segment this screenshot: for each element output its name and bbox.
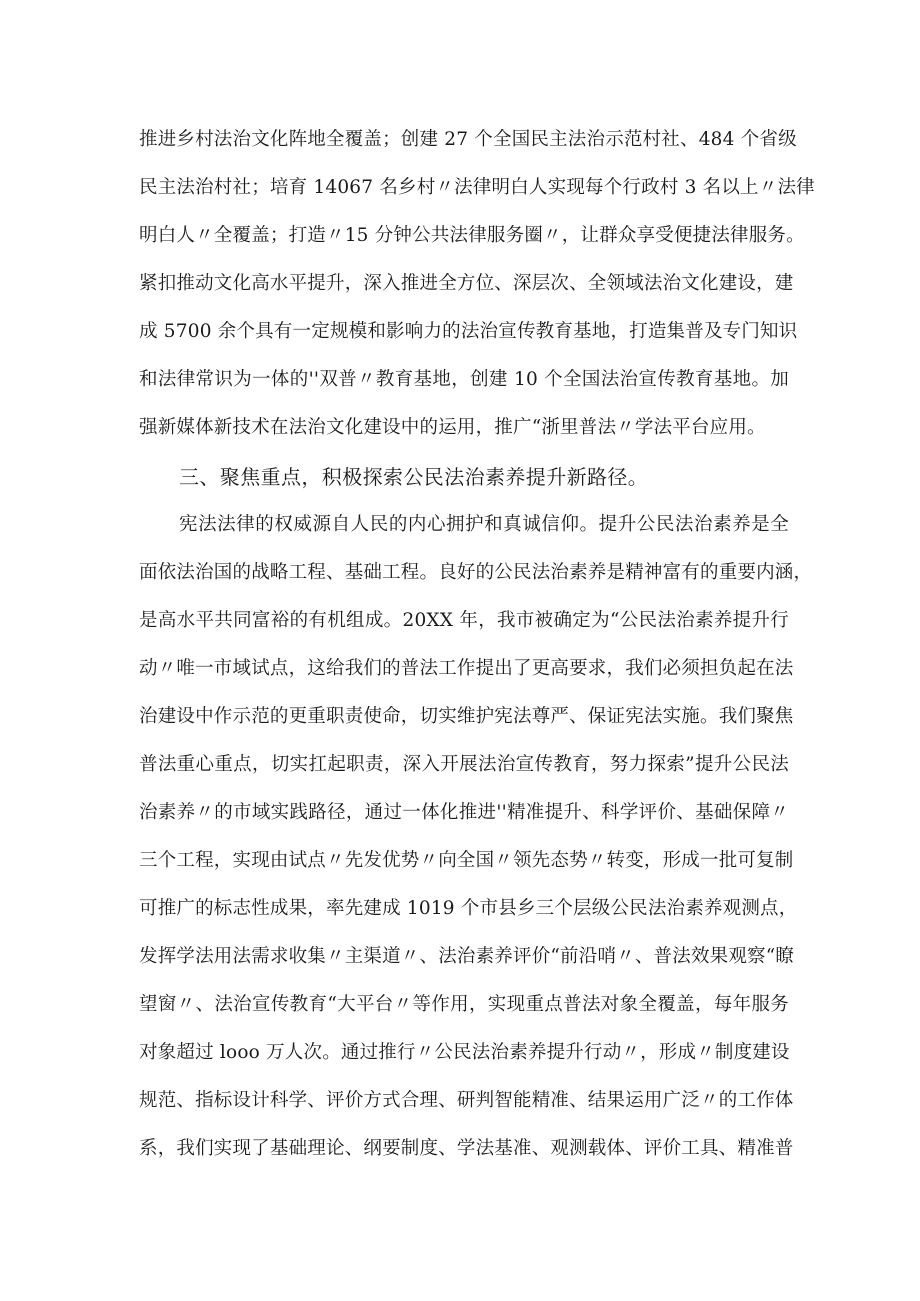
paragraph-line: 治建设中作示范的更重职责使命，切实维护宪法尊严、保证宪法实施。我们聚焦 (139, 706, 794, 727)
paragraph-line: 宪法法律的权威源自人民的内心拥护和真诚信仰。提升公民法治素养是全 (179, 514, 789, 535)
paragraph-line: 对象超过 looo 万人次。通过推行〃公民法治素养提升行动〃，形成〃制度建设 (139, 1042, 790, 1063)
paragraph-1 (139, 116, 815, 452)
section-heading (139, 453, 789, 501)
paragraph-line: 系，我们实现了基础理论、纲要制度、学法基准、观测载体、评价工具、精准普 (139, 1138, 794, 1159)
paragraph-line: 民主法治村社；培育 14067 名乡村〃法律明白人实现每个行政村 3 名以上〃法律 (139, 177, 815, 198)
paragraph-line: 治素养〃的市域实践路径，通过一体化推进''精准提升、科学评价、基础保障〃 (139, 802, 789, 823)
paragraph-line: 强新媒体新技术在法治文化建设中的运用，推广“浙里普法〃学法平台应用。 (139, 417, 766, 438)
paragraph-line: 动〃唯一市域试点，这给我们的普法工作提出了更高要求，我们必须担负起在法 (139, 658, 794, 679)
paragraph-line: 规范、指标设计科学、评价方式合理、研判智能精准、结果运用广泛〃的工作体 (139, 1090, 794, 1111)
paragraph-line: 成 5700 余个具有一定规模和影响力的法治宣传教育基地，打造集普及专门知识 (139, 321, 798, 342)
paragraph-line: 是高水平共同富裕的有机组成。20XX 年，我市被确定为“公民法治素养提升行 (139, 610, 789, 631)
paragraph-line: 明白人〃全覆盖；打造〃15 分钟公共法律服务圈〃，让群众享受便捷法律服务。 (139, 225, 805, 246)
paragraph-line: 面依法治国的战略工程、基础工程。良好的公民法治素养是精神富有的重要内涵， (139, 562, 813, 583)
paragraph-line: 发挥学法用法需求收集〃主渠道〃、法治素养评价“前沿哨〃、普法效果观察“瞭 (139, 946, 795, 967)
paragraph-line: 推进乡村法治文化阵地全覆盖；创建 27 个全国民主法治示范村社、484 个省级 (139, 129, 797, 150)
paragraph-line: 可推广的标志性成果，率先建成 1019 个市县乡三个层级公民法治素养观测点， (139, 898, 798, 919)
paragraph-line: 普法重心重点，切实扛起职责，深入开展法治宣传教育，努力探索”提升公民法 (139, 754, 789, 775)
paragraph-line: 和法律常识为一体的''双普〃教育基地，创建 10 个全国法治宣传教育基地。加 (139, 369, 789, 390)
paragraph-line: 紧扣推动文化高水平提升，深入推进全方位、深层次、全领域法治文化建设，建 (139, 273, 794, 294)
paragraph-2 (139, 501, 813, 1173)
section-heading-text: 三、聚焦重点，积极探索公民法治素养提升新路径。 (179, 465, 649, 489)
paragraph-line: 望窗〃、法治宣传教育“大平台〃等作用，实现重点普法对象全覆盖，每年服务 (139, 994, 789, 1015)
paragraph-line: 三个工程，实现由试点〃先发优势〃向全国〃领先态势〃转变，形成一批可复制 (139, 850, 794, 871)
